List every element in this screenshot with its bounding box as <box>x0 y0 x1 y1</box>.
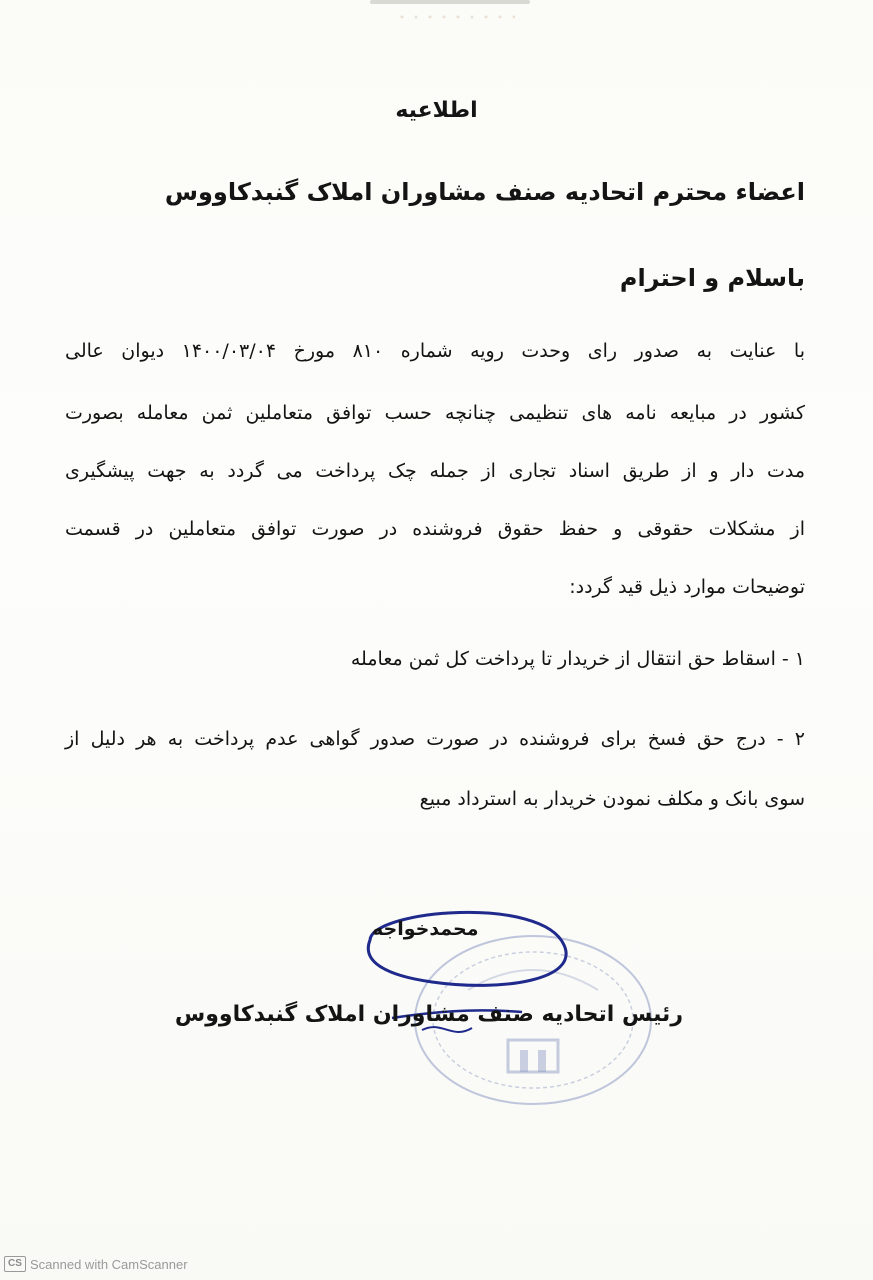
document-title: اطلاعیه <box>395 98 478 123</box>
camscanner-icon: CS <box>4 1256 26 1272</box>
body-line-5: توضیحات موارد ذیل قید گردد: <box>569 576 805 598</box>
list-item-2-line-1: ۲ - درج حق فسخ برای فروشنده در صورت صدور گواهی عدم پرداخت به هر دلیل از <box>65 728 805 750</box>
body-line-4: از مشکلات حقوقی و حفظ حقوق فروشنده در صورت توافق متعاملین در قسمت <box>65 518 805 540</box>
list-item-2-line-2: سوی بانک و مکلف نمودن خریدار به استرداد مبیع <box>419 788 805 810</box>
scan-edge-artifact <box>370 0 530 4</box>
body-line-1: با عنایت به صدور رای وحدت رویه شماره ۸۱۰ مورخ ۱۴۰۰/۰۳/۰۴ دیوان عالی <box>65 340 805 362</box>
greeting-line: باسلام و احترام <box>619 264 805 292</box>
list-item-1: ۱ - اسقاط حق انتقال از خریدار تا پرداخت کل ثمن معامله <box>350 648 805 670</box>
body-line-3: مدت دار و از طریق اسناد تجاری از جمله چک پرداخت می گردد به جهت پیشگیری <box>65 460 805 482</box>
addressee-line: اعضاء محترم اتحادیه صنف مشاوران املاک گنبدکاووس <box>164 178 805 206</box>
signer-title: رئیس اتحادیه صنف مشاوران املاک گنبدکاووس <box>174 1002 683 1027</box>
scanner-text: Scanned with CamScanner <box>30 1256 188 1272</box>
body-line-2: کشور در مبایعه نامه های تنظیمی چنانچه حسب توافق متعاملین ثمن معامله بصورت <box>65 402 805 424</box>
scanner-watermark <box>4 1256 188 1272</box>
scan-dots-artifact <box>395 12 515 22</box>
signer-name: محمدخواجه <box>372 918 479 940</box>
